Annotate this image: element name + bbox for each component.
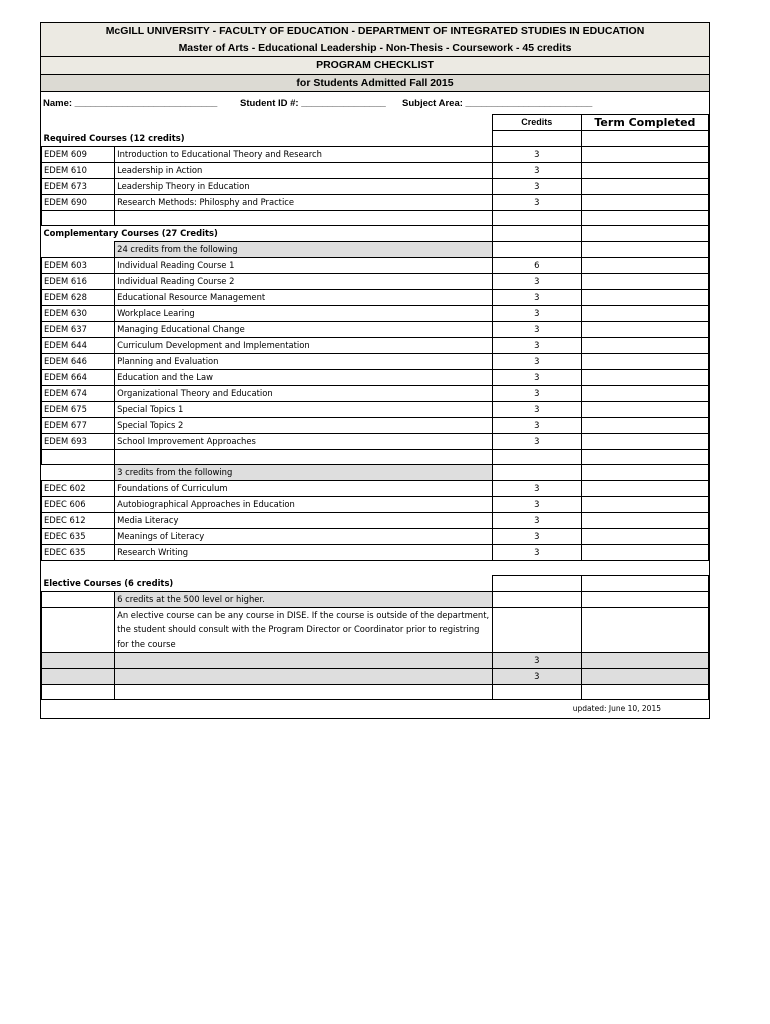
term-completed-cell[interactable]	[581, 433, 708, 449]
admission-term: for Students Admitted Fall 2015	[41, 74, 709, 92]
student-info-bar	[41, 92, 709, 114]
course-code: EDEC 602	[42, 480, 115, 496]
course-credits: 3	[492, 353, 581, 369]
course-code: EDEM 628	[42, 289, 115, 305]
term-completed-cell[interactable]	[581, 194, 708, 210]
term-completed-cell[interactable]	[581, 289, 708, 305]
elective-code-cell[interactable]	[42, 668, 115, 684]
checklist-title: PROGRAM CHECKLIST	[41, 56, 709, 74]
course-credits: 3	[492, 369, 581, 385]
course-row	[42, 337, 709, 353]
course-row	[42, 321, 709, 337]
term-completed-cell[interactable]	[581, 321, 708, 337]
course-row	[42, 178, 709, 194]
credits-column-header: Credits	[492, 115, 581, 131]
term-completed-cell[interactable]	[581, 369, 708, 385]
course-credits: 3	[492, 385, 581, 401]
term-completed-cell[interactable]	[581, 417, 708, 433]
course-code: EDEM 603	[42, 257, 115, 273]
course-title: Planning and Evaluation	[115, 353, 493, 369]
course-credits: 3	[492, 512, 581, 528]
term-completed-cell[interactable]	[581, 668, 708, 684]
term-completed-cell[interactable]	[581, 544, 708, 560]
name-field[interactable]: Name: ___________________________	[43, 98, 218, 109]
course-code: EDEM 610	[42, 162, 115, 178]
course-row	[42, 480, 709, 496]
complementary-section-title: Complementary Courses (27 Credits)	[43, 227, 218, 238]
term-completed-cell[interactable]	[581, 401, 708, 417]
term-completed-cell[interactable]	[581, 353, 708, 369]
course-credits: 3	[492, 146, 581, 162]
course-title: Managing Educational Change	[115, 321, 493, 337]
elective-note-dise: An elective course can be any course in DISE. If the course is outside of the department, the student should consult with the Program Director or Coordinator prior to registring for the course	[115, 607, 493, 652]
term-completed-cell[interactable]	[581, 178, 708, 194]
term-completed-cell[interactable]	[581, 337, 708, 353]
course-title: Research Writing	[115, 544, 493, 560]
course-credits: 3	[492, 544, 581, 560]
elective-code-cell[interactable]	[42, 652, 115, 668]
required-section-title: Required Courses (12 credits)	[43, 132, 185, 143]
course-credits: 3	[492, 162, 581, 178]
course-title: Special Topics 1	[115, 401, 493, 417]
course-table	[41, 114, 709, 700]
term-completed-cell[interactable]	[581, 480, 708, 496]
course-credits: 3	[492, 273, 581, 289]
course-code: EDEM 646	[42, 353, 115, 369]
term-completed-cell[interactable]	[581, 385, 708, 401]
course-code: EDEM 609	[42, 146, 115, 162]
course-title: Special Topics 2	[115, 417, 493, 433]
course-code: EDEM 693	[42, 433, 115, 449]
elective-credits: 3	[492, 652, 581, 668]
course-row	[42, 162, 709, 178]
course-title: Individual Reading Course 1	[115, 257, 493, 273]
course-row	[42, 433, 709, 449]
course-code: EDEM 644	[42, 337, 115, 353]
course-title: Individual Reading Course 2	[115, 273, 493, 289]
footer	[41, 700, 709, 718]
course-row	[42, 146, 709, 162]
elective-section-title: Elective Courses (6 credits)	[43, 577, 174, 588]
course-code: EDEM 637	[42, 321, 115, 337]
course-code: EDEM 673	[42, 178, 115, 194]
course-code: EDEC 635	[42, 544, 115, 560]
course-code: EDEC 612	[42, 512, 115, 528]
term-completed-cell[interactable]	[581, 496, 708, 512]
course-credits: 3	[492, 496, 581, 512]
course-credits: 3	[492, 289, 581, 305]
course-title: Introduction to Educational Theory and Research	[115, 146, 493, 162]
course-title: Educational Resource Management	[115, 289, 493, 305]
course-title: Education and the Law	[115, 369, 493, 385]
term-completed-cell[interactable]	[581, 305, 708, 321]
course-credits: 6	[492, 257, 581, 273]
course-row	[42, 194, 709, 210]
course-row	[42, 401, 709, 417]
course-credits: 3	[492, 194, 581, 210]
course-code: EDEC 606	[42, 496, 115, 512]
course-code: EDEM 630	[42, 305, 115, 321]
term-completed-cell[interactable]	[581, 146, 708, 162]
term-completed-cell[interactable]	[581, 528, 708, 544]
course-row	[42, 289, 709, 305]
course-code: EDEM 690	[42, 194, 115, 210]
course-code: EDEM 675	[42, 401, 115, 417]
course-row	[42, 369, 709, 385]
course-code: EDEM 616	[42, 273, 115, 289]
course-credits: 3	[492, 528, 581, 544]
course-title: Curriculum Development and Implementation	[115, 337, 493, 353]
university-line: McGILL UNIVERSITY - FACULTY OF EDUCATION - DEPARTMENT OF INTEGRATED STUDIES IN EDUCATION	[105, 25, 645, 37]
course-row	[42, 273, 709, 289]
course-title: Meanings of Literacy	[115, 528, 493, 544]
subject-area-field[interactable]: Subject Area: ________________________	[402, 98, 593, 109]
course-code: EDEC 635	[42, 528, 115, 544]
course-title: Foundations of Curriculum	[115, 480, 493, 496]
program-checklist-sheet	[40, 22, 710, 719]
term-completed-cell[interactable]	[581, 162, 708, 178]
course-row	[42, 257, 709, 273]
course-title: Research Methods: Philosphy and Practice	[115, 194, 493, 210]
course-row	[42, 496, 709, 512]
course-row	[42, 528, 709, 544]
updated-date: updated: June 10, 2015	[572, 704, 661, 714]
course-title: Workplace Learing	[115, 305, 493, 321]
elective-credits: 3	[492, 668, 581, 684]
term-completed-cell[interactable]	[581, 257, 708, 273]
course-credits: 3	[492, 401, 581, 417]
course-credits: 3	[492, 178, 581, 194]
student-id-field[interactable]: Student ID #: ________________	[240, 98, 386, 109]
elective-title-cell[interactable]	[115, 652, 493, 668]
course-title: School Improvement Approaches	[115, 433, 493, 449]
course-title: Leadership Theory in Education	[115, 178, 493, 194]
course-credits: 3	[492, 480, 581, 496]
course-credits: 3	[492, 417, 581, 433]
course-title: Autobiographical Approaches in Education	[115, 496, 493, 512]
course-row	[42, 544, 709, 560]
course-row	[42, 353, 709, 369]
term-completed-cell[interactable]	[581, 652, 708, 668]
course-row	[42, 385, 709, 401]
course-credits: 3	[492, 433, 581, 449]
course-credits: 3	[492, 305, 581, 321]
term-completed-cell[interactable]	[581, 273, 708, 289]
term-completed-cell[interactable]	[581, 512, 708, 528]
course-code: EDEM 677	[42, 417, 115, 433]
course-row	[42, 305, 709, 321]
elective-note-level: 6 credits at the 500 level or higher.	[115, 591, 493, 607]
group2-note: 3 credits from the following	[115, 464, 493, 480]
course-row	[42, 417, 709, 433]
term-column-header: Term Completed	[581, 115, 708, 131]
course-code: EDEM 664	[42, 369, 115, 385]
elective-title-cell[interactable]	[115, 668, 493, 684]
course-row	[42, 512, 709, 528]
course-credits: 3	[492, 337, 581, 353]
course-code: EDEM 674	[42, 385, 115, 401]
program-line: Master of Arts - Educational Leadership - Non-Thesis - Coursework - 45 credits	[178, 41, 572, 54]
course-credits: 3	[492, 321, 581, 337]
course-title: Organizational Theory and Education	[115, 385, 493, 401]
group1-note: 24 credits from the following	[115, 241, 493, 257]
checklist-header	[41, 23, 709, 92]
course-title: Leadership in Action	[115, 162, 493, 178]
course-title: Media Literacy	[115, 512, 493, 528]
